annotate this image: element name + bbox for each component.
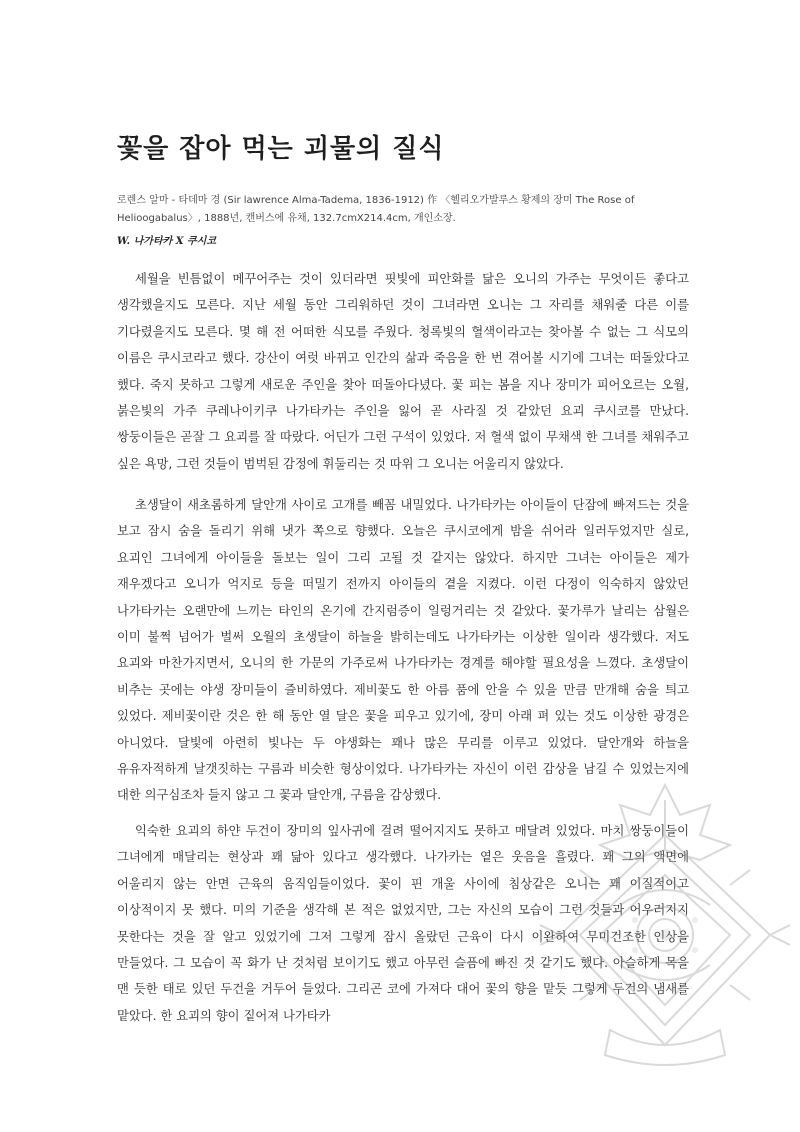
body-paragraph: 세월을 빈틈없이 메꾸어주는 것이 있더라면 핏빛에 피안화를 닮은 오니의 가주는 무엇이든 좋다고 생각했을지도 모른다. 지난 세월 동안 그리워하던 것이 그녀라면 오니는 그 자리를 채워줄 다른 이를 기다렸을지도 모른다. 몇 해 전 어떠한 식모를 주웠다. 청록빛의 혈색이라고는 찾아볼 수 없는 그 식모의 이름은 쿠시코라고 했다. 강산이 여럿 바뀌고 인간의 삶과 죽음을 한 번 겪어볼 시기에 그녀는 떠돌았다고 했다. 죽지 못하고 그렇게 새로운 주인을 찾아 떠돌아다녔다. 꽃 피는 봄을 지나 장미가 피어오르는 오월, 붉은빛의 가주 쿠레나이키쿠 나가타카는 주인을 잃어 곧 사라질 것 같았던 요괴 쿠시코를 만났다. 쌍둥이들은 곧잘 그 요괴를 잘 따랐다. 어딘가 그런 구석이 있었다. 저 혈색 없이 무채색 한 그녀를 채워주고 싶은 욕망, 그런 것들이 범벅된 감정에 휘둘리는 것 따위 그 오니는 어울리지 않았다.: [117, 272, 689, 471]
artwork-caption: 로렌스 알마 - 타데마 경 (Sir lawrence Alma-Tadema, 1836-1912) 作 〈헬리오가발루스 황제의 장미 The Rose of Helioogabalus〉, 1888년, 캔버스에 유채, 132.7cmX214.4cm, 개인소장.: [117, 195, 635, 224]
body-paragraph: 익숙한 요괴의 하얀 두건이 장미의 잎사귀에 걸려 떨어지지도 못하고 매달려 있었다. 마치 쌍둥이들이 그녀에게 매달리는 현상과 꽤 닮아 있다고 생각했다. 나가카는 옅은 웃음을 흘렸다. 꽤 그의 액면에 어울리지 않는 안면 근육의 움직임들이었다. 꽃이 핀 개울 사이에 침상같은 오니는 꽤 이질적이고 이상적이지 못 했다. 미의 기준을 생각해 본 적은 없었지만, 그는 자신의 모습이 그런 것들과 어우러지지 못한다는 것을 잘 알고 있었기에 그저 그렇게 잠시 올랐던 근육이 다시 이완하여 무미건조한 인상을 만들었다. 그 모습이 꼭 화가 난 것처럼 보이기도 했고 아무런 슬픔에 빠진 것 같기도 했다. 아슬하게 목을 맨 듯한 태로 있던 두건을 거두어 들었다. 그리곤 코에 가져다 대어 꽃의 향을 맡듯 그렇게 두건의 냄새를 맡았다. 한 요괴의 향이 짙어져 나가타카: [117, 824, 689, 1023]
author-credit: W. 나가타카 X 쿠시코: [117, 236, 216, 247]
body-paragraph: 초생달이 새초롬하게 달안개 사이로 고개를 빼꼼 내밀었다. 나가타카는 아이들이 단잠에 빠져드는 것을 보고 잠시 숨을 돌리기 위해 냇가 쪽으로 향했다. 오늘은 쿠시코에게 밤을 쉬어라 일러두었지만 실로, 요괴인 그녀에게 아이들을 돌보는 일이 그리 고될 것 같지는 않았다. 하지만 그녀는 아이들은 제가 재우겠다고 오니가 억지로 등을 떠밀기 전까지 아이들의 곁을 지켰다. 이런 다정이 익숙하지 않았던 나가타카는 오랜만에 느끼는 타인의 온기에 간지럼증이 일렁거리는 것 같았다. 꽃가루가 날리는 삼월은 이미 불쩍 넘어가 벌써 오월의 초생달이 하늘을 밝히는데도 나가타카는 이상한 일이라 생각했다. 저도 요괴와 마찬가지면서, 오니의 한 가문의 가주로써 나가타카는 경계를 해야할 필요성을 느꼈다. 초생달이 비추는 곳에는 야생 장미들이 즐비하였다. 제비꽃도 한 아름 품에 안을 수 있을 만큼 만개해 숨을 틔고 있었다. 제비꽃이란 것은 한 해 동안 열 달은 꽃을 피우고 있기에, 장미 아래 펴 있는 것도 이상한 광경은 아니었다. 달빛에 아련히 빛나는 두 야생화는 꽤나 많은 무리를 이루고 있었다. 달안개와 하늘을 유유자적하게 날갯짓하는 구름과 비슷한 형상이었다. 나가타카는 자신이 이런 감상을 남길 수 있었는지에 대한 의구심조차 들지 않고 그 꽃과 달안개, 구름을 감상했다.: [117, 498, 689, 803]
page-title: 꽃을 잡아 먹는 괴물의 질식: [117, 134, 445, 164]
